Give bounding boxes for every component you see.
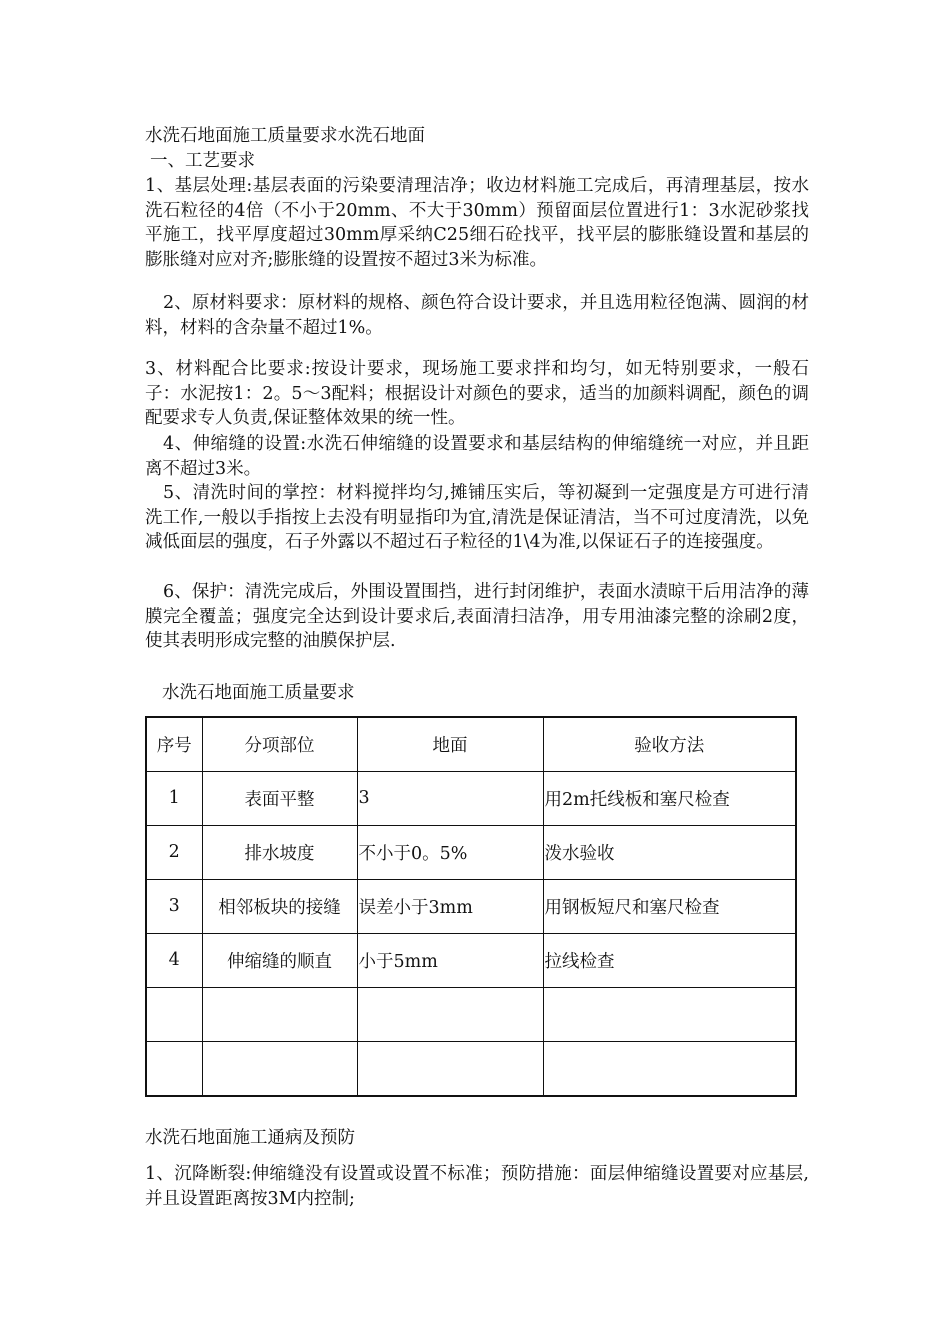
paragraph-mix-ratio: 3、材料配合比要求:按设计要求，现场施工要求拌和均匀，如无特别要求，一般石子：水泥按1：2。5～3配料；根据设计对颜色的要求，适当的加颜料调配，颜色的调配要求专人负责,保证整体效果的统一性。 (145, 359, 809, 428)
defect-item: 1、沉降断裂:伸缩缝没有设置或设置不标准；预防措施：面层伸缩缝设置要对应基层,并且设置距离按3M内控制; (145, 1164, 809, 1209)
table-cell: 用钢板短尺和塞尺检查 (543, 879, 796, 933)
table-cell (146, 1041, 202, 1096)
paragraph-expansion-joints: 4、伸缩缝的设置:水洗石伸缩缝的设置要求和基层结构的伸缩缝统一对应，并且距离不超过3米。 (145, 434, 809, 479)
table-cell: 用2m托线板和塞尺检查 (543, 772, 796, 826)
header-cell-method: 验收方法 (543, 717, 796, 772)
section-heading-process: 一、工艺要求 (150, 151, 255, 171)
header-cell-floor: 地面 (357, 717, 543, 772)
header-cell-item: 分项部位 (202, 717, 357, 772)
table-cell: 误差小于3mm (357, 879, 543, 933)
table-cell (146, 987, 202, 1041)
paragraph-protection: 6、保护：清洗完成后，外围设置围挡，进行封闭维护，表面水渍晾干后用洁净的薄膜完全覆盖；强度完全达到设计要求后,表面清扫洁净，用专用油漆完整的涂刷2度，使其表明形成完整的油膜保护层. (145, 582, 809, 651)
table-cell: 小于5mm (357, 933, 543, 987)
table-cell: 排水坡度 (202, 825, 357, 879)
header-cell-index: 序号 (146, 717, 202, 772)
table-row (146, 987, 796, 1041)
table-cell (357, 987, 543, 1041)
defects-heading: 水洗石地面施工通病及预防 (145, 1128, 355, 1148)
table-cell (202, 987, 357, 1041)
paragraph-raw-materials: 2、原材料要求：原材料的规格、颜色符合设计要求，并且选用粒径饱满、圆润的材料，材料的含杂量不超过1%。 (145, 293, 809, 338)
table-cell (202, 1041, 357, 1096)
table-cell (357, 1041, 543, 1096)
table-cell: 2 (146, 825, 202, 879)
table-header-row (146, 717, 796, 772)
table-cell: 伸缩缝的顺直 (202, 933, 357, 987)
table-cell (543, 987, 796, 1041)
table-cell: 不小于0。5% (357, 825, 543, 879)
table-row (146, 825, 796, 879)
quality-requirements-table (145, 716, 797, 1097)
document-title: 水洗石地面施工质量要求水洗石地面 (145, 126, 425, 146)
table-cell: 泼水验收 (543, 825, 796, 879)
table-row (146, 933, 796, 987)
table-row (146, 772, 796, 826)
table-cell: 3 (357, 772, 543, 826)
paragraph-washing-time: 5、清洗时间的掌控：材料搅拌均匀,摊铺压实后，等初凝到一定强度是方可进行清洗工作,一般以手指按上去没有明显指印为宜,清洗是保证清洁，当不可过度清洗，以免减低面层的强度，石子外露以不超过石子粒径的1\4为准,以保证石子的连接强度。 (145, 483, 809, 552)
table-cell: 4 (146, 933, 202, 987)
table-cell: 1 (146, 772, 202, 826)
table-cell: 相邻板块的接缝 (202, 879, 357, 933)
table-row (146, 879, 796, 933)
table-cell: 表面平整 (202, 772, 357, 826)
table-cell (543, 1041, 796, 1096)
paragraph-base-treatment: 1、基层处理:基层表面的污染要清理洁净；收边材料施工完成后，再清理基层，按水洗石粒径的4倍（不小于20mm、不大于30mm）预留面层位置进行1：3水泥砂浆找平施工，找平厚度超过30mm厚采纳C25细石砼找平，找平层的膨胀缝设置和基层的膨胀缝对应对齐;膨胀缝的设置按不超过3米为标准。 (145, 176, 809, 270)
table-cell: 3 (146, 879, 202, 933)
table-cell: 拉线检查 (543, 933, 796, 987)
table-row (146, 1041, 796, 1096)
table-caption: 水洗石地面施工质量要求 (162, 683, 355, 703)
